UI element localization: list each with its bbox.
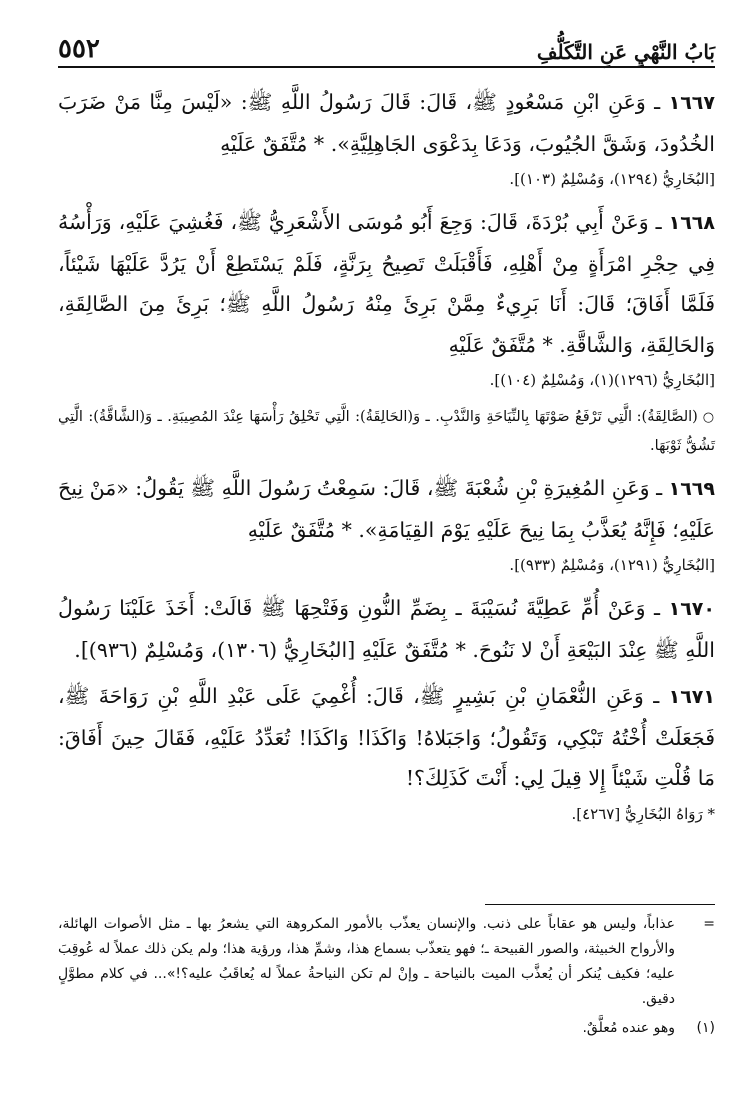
hadith-number: ١٦٧١ xyxy=(668,686,715,708)
page-header xyxy=(58,30,715,68)
hadith-number: ١٦٧٠ xyxy=(668,598,715,620)
footnote-text: عذاباً، وليس هو عقاباً على ذنب. والإنسان يعذّب بالأمور المكروهة التي يشعرُ بها ـ مثل الأصوات الهائلة، والأرواح الخبيثة، والصور القبيحة ـ؛ فهو يتعذّب بسماع هذا، وشمِّ هذا، ورؤية هذا؛ ولم يكن ذلك عملاً له عُوقِبَ عليه؛ فكيف يُنكر أن يُعذَّب الميت بالنياحة ـ وإنْ لم تكن النياحةُ عملاً له يُعاقَبُ عليه؟!»... في كلام مطوَّلٍ دقيق. xyxy=(58,916,675,1007)
hadith-number: ١٦٦٨ xyxy=(668,212,715,234)
hadith-number: ١٦٦٩ xyxy=(668,478,715,500)
hadith-1668 xyxy=(58,202,715,365)
hadith-reference: [البُخَارِيُّ (١٢٩٦)(١)، وَمُسْلِمٌ (١٠٤)]. xyxy=(489,371,715,389)
footnote-1 xyxy=(58,1016,715,1041)
footnote-continued xyxy=(58,912,715,1012)
main-text xyxy=(58,82,715,837)
hadith-1670 xyxy=(58,588,715,670)
word-gloss xyxy=(58,403,715,460)
gloss-text: (الصَّالِقَةُ): الَّتِي تَرْفَعُ صَوْتَهَا بِالنِّيَاحَةِ وَالنَّدْبِ. ـ وَ(الحَالِقَةُ): الَّتِي تَحْلِقُ رَأْسَهَا عِنْدَ المُصِيبَةِ. ـ وَ(الشَّاقَّةُ): الَّتِي تَشُقُّ ثَوْبَهَا. xyxy=(58,409,715,454)
chapter-title: بَابُ النَّهْيِ عَنِ التَّكَلُّفِ xyxy=(536,40,715,64)
hadith-1671 xyxy=(58,676,715,799)
hadith-text: ـ وَعَنْ أُمِّ عَطِيَّةَ نُسَيْبَةَ ـ بِضَمِّ النُّونِ وَفَتْحِهَا ﷺ قَالَتْ: أَخَذَ عَلَيْنَا رَسُولُ اللَّهِ ﷺ عِنْدَ البَيْعَةِ أَنْ لا نَنُوحَ. * مُتَّفَقٌ عَلَيْهِ [البُخَارِيُّ (١٣٠٦)، وَمُسْلِمٌ (٩٣٦)]. xyxy=(58,596,715,662)
footnote-label: = xyxy=(703,916,715,932)
footnotes xyxy=(58,912,715,1041)
hadith-1667 xyxy=(58,82,715,164)
hadith-text: ـ وَعَنِ ابْنِ مَسْعُودٍ ﷺ، قَالَ: قَالَ رَسُولُ اللَّهِ ﷺ: «لَيْسَ مِنَّا مَنْ ضَرَبَ الخُدُودَ، وَشَقَّ الجُيُوبَ، وَدَعَا بِدَعْوَى الجَاهِلِيَّةِ». * مُتَّفَقٌ عَلَيْهِ xyxy=(58,90,715,156)
hadith-reference: [البُخَارِيُّ (١٢٩١)، وَمُسْلِمٌ (٩٣٣)]. xyxy=(509,556,715,574)
footnote-text: وهو عنده مُعلَّقٌ. xyxy=(582,1020,675,1036)
hadith-reference: * رَوَاهُ البُخَارِيُّ [٤٢٦٧]. xyxy=(571,804,715,823)
hadith-text: ـ وَعَنْ أَبِي بُرْدَةَ، قَالَ: وَجِعَ أَبُو مُوسَى الأَشْعَرِيُّ ﷺ، فَغُشِيَ عَلَيْهِ، وَرَأْسُهُ فِي حِجْرِ امْرَأَةٍ مِنْ أَهْلِهِ، فَأَقْبَلَتْ تَصِيحُ بِرَنَّةٍ، فَلَمْ يَسْتَطِعْ أَنْ يَرُدَّ عَلَيْهَا شَيْئاً، فَلَمَّا أَفَاقَ؛ قَالَ: أَنَا بَرِيءٌ مِمَّنْ بَرِئَ مِنْهُ رَسُولُ اللَّهِ ﷺ؛ بَرِئَ مِنَ الصَّالِقَةِ، وَالحَالِقَةِ، وَالشَّاقَّةِ. * مُتَّفَقٌ عَلَيْهِ xyxy=(58,210,715,357)
page-number: ٥٥٢ xyxy=(58,34,100,64)
hadith-reference: [البُخَارِيُّ (١٢٩٤)، وَمُسْلِمٌ (١٠٣)]. xyxy=(509,170,715,188)
footnote-label: (١) xyxy=(696,1020,715,1036)
hadith-number: ١٦٦٧ xyxy=(668,92,715,114)
circle-bullet-icon: ○ xyxy=(697,410,715,425)
hadith-text: ـ وَعَنِ النُّعْمَانِ بْنِ بَشِيرٍ ﷺ، قَالَ: أُغْمِيَ عَلَى عَبْدِ اللَّهِ بْنِ رَوَاحَةَ ﷺ، فَجَعَلَتْ أُخْتُهُ تَبْكِي، وَتَقُولُ؛ وَاجَبَلاهُ! وَاكَذَا! وَاكَذَا! تُعَدِّدُ عَلَيْهِ، فَقَالَ حِينَ أَفَاقَ: مَا قُلْتِ شَيْئاً إِلا قِيلَ لِي: أَنْتَ كَذَلِكَ؟! xyxy=(58,684,715,790)
hadith-text: ـ وَعَنِ المُغِيرَةِ بْنِ شُعْبَةَ ﷺ، قَالَ: سَمِعْتُ رَسُولَ اللَّهِ ﷺ يَقُولُ: «مَنْ نِيحَ عَلَيْهِ؛ فَإِنَّهُ يُعَذَّبُ بِمَا نِيحَ عَلَيْهِ يَوْمَ القِيَامَةِ». * مُتَّفَقٌ عَلَيْهِ xyxy=(58,476,715,542)
footnote-divider xyxy=(485,904,715,905)
hadith-1669 xyxy=(58,468,715,550)
